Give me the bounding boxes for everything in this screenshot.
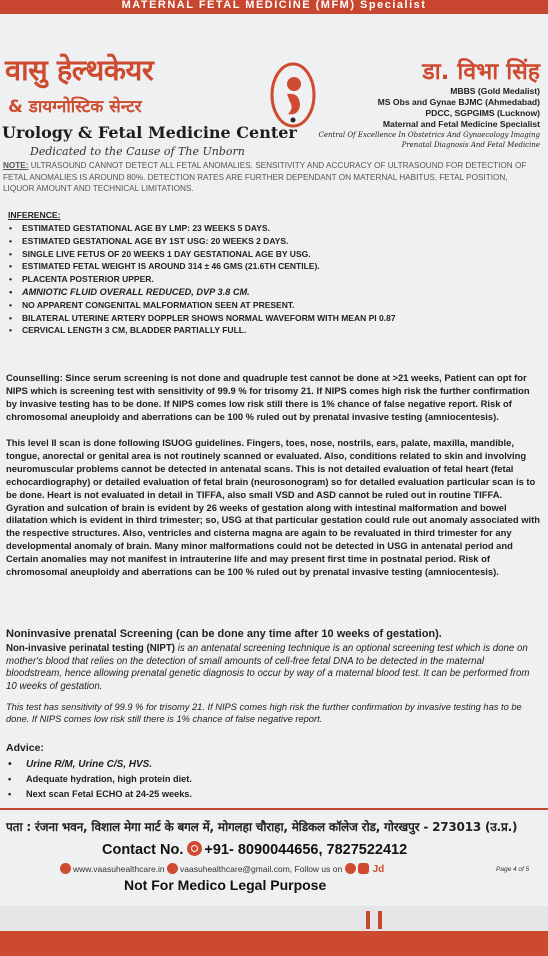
whatsapp-icon — [187, 841, 202, 856]
note-text: ULTRASOUND CANNOT DETECT ALL FETAL ANOMALIES. SENSITIVITY AND ACCURACY OF ULTRASOUND FOR DETECTION OF FETAL ANOMALIES IS AROUND 80%. DETECTION RATES ARE FURTHER DEPENDANT ON MATERNAL HABITUS, FETAL POSITION, LIQUOR AMOUNT AND TECHNICAL LIMITATIONS. — [3, 161, 527, 193]
brand-name-english: Urology & Fetal Medicine Center — [2, 123, 297, 142]
level2-scan-paragraph: This level II scan is done following ISUOG guidelines. Fingers, toes, nose, nostrils, ears, palate, maxilla, mandible, tongue, anorectal or genital area is not routinely scanned or evaluated. Also, conditions related to skin and involving neuromuscular problems cannot be detected in antenatal scans. This is not detailed evaluation of fetal heart (fetal echocardiography) or detailed evaluation of fetal brain (neurosonogram) so for detailed evaluation particular scan is to be done. Heart is not evaluated in detail in TIFFA, also small VSD and ASD cannot be ruled out in routine TIFFA. Gyration and sulcation of brain is evident by 26 weeks of gestation along with intestinal malformation and bowel dilatation which is evident in third trimester; so, USG at that particular gestation could rule out anomaly associated with the respective structures. Also, ventricles and cisterna magna are again to be revaluated in third trimester for any developmental anomaly of brain. Many minor malformations could not be detected in USG in antenatal period and Certain anomalies may not manifest in intrauterine life and may present first time in postnatal period. Risk of chromosomal aneuploidy and aberrations can be 100 % ruled out by prenatal invasive testing (amniocentesis). — [6, 437, 540, 578]
inference-item: • ESTIMATED FETAL WEIGHT IS AROUND 314 ± 46 GMS (21.6TH CENTILE). — [8, 260, 538, 273]
counselling-paragraph: Counselling: Since serum screening is not done and quadruple test cannot be done at >21 weeks, Patient can opt for NIPS which is screening test with sensitivity of 99.9 % for trisomy 21. If NIPS comes high risk the further confirmation by invasive testing has to be done. If NIPS comes low risk still there is 1% chance of false negative report. Risk of chromosomal aneuploidy and aberrations can be 100 % ruled out by prenatal invasive testing (amniocentesis). — [6, 372, 530, 422]
top-banner: MATERNAL FETAL MEDICINE (MFM) Specialist — [0, 0, 548, 14]
doctor-name: डा. विभा सिंह — [422, 59, 540, 85]
nipt-description — [6, 643, 542, 693]
qualification-line: MBBS (Gold Medalist) — [450, 86, 540, 96]
doctor-qualifications — [319, 86, 540, 150]
bottom-mark — [366, 911, 370, 929]
legal-disclaimer: Not For Medico Legal Purpose — [124, 877, 327, 893]
qualification-line: Prenatal Diagnosis And Fetal Medicine — [401, 141, 540, 149]
advice-item: • Adequate hydration, high protein diet. — [8, 772, 192, 787]
website-link[interactable]: www.vaasuhealthcare.in — [73, 864, 165, 874]
inference-item: • PLACENTA POSTERIOR UPPER. — [8, 273, 538, 286]
nipt-sensitivity: This test has sensitivity of 99.9 % for trisomy 21. If NIPS comes high risk the further confirmation by invasive testing has to be done. If NIPS comes low risk still there is 1% chance of false negative report. — [6, 702, 522, 725]
contact-line — [102, 841, 407, 858]
email-icon — [167, 863, 178, 874]
ultrasound-note — [3, 160, 538, 195]
justdial-icon[interactable]: Jd — [372, 864, 385, 875]
inference-list — [8, 222, 538, 337]
qualification-line: MS Obs and Gynae BJMC (Ahmedabad) — [377, 97, 540, 107]
advice-list — [8, 757, 192, 802]
advice-heading: Advice: — [6, 742, 44, 754]
clinic-logo-icon — [270, 62, 316, 128]
brand-subtitle-hindi: & डायग्नोस्टिक सेन्टर — [8, 97, 142, 117]
inference-item: • AMNIOTIC FLUID OVERALL REDUCED, DVP 3.8 CM. — [8, 286, 538, 299]
nipt-lead: Non-invasive perinatal testing (NIPT) — [6, 643, 176, 654]
inference-item: • BILATERAL UTERINE ARTERY DOPPLER SHOWS NORMAL WAVEFORM WITH MEAN PI 0.87 — [8, 312, 538, 325]
nipt-title: Noninvasive prenatal Screening (can be done any time after 10 weeks of gestation). — [6, 628, 442, 640]
brand-tagline: Dedicated to the Cause of The Unborn — [30, 145, 245, 158]
inference-item: • SINGLE LIVE FETUS OF 20 WEEKS 1 DAY GESTATIONAL AGE BY USG. — [8, 248, 538, 261]
page-number: Page 4 of 5 — [496, 866, 530, 873]
web-links — [60, 863, 384, 875]
contact-label: Contact No. — [102, 842, 184, 858]
bottom-mark — [378, 911, 382, 929]
qualification-line: Maternal and Fetal Medicine Specialist — [382, 119, 540, 129]
nipt-body-text: is an antenatal screening technique is an optional screening test which is done on mother's blood that relies on the detection of small amounts of cell-free fetal DNA to be detected in the maternal bloodstream, hence allowing prenatal genetic diagnosis to occur by way of a maternal blood test. It can be performed from 10 weeks of gestation. — [6, 643, 530, 692]
bottom-band — [0, 931, 548, 956]
clinic-address: पता : रंजना भवन, विशाल मेगा मार्ट के बगल में, मोगलहा चौराहा, मेडिकल कॉलेज रोड, गोरखपुर - 273013 (उ.प्र.) — [6, 820, 518, 834]
inference-item: • ESTIMATED GESTATIONAL AGE BY 1ST USG: 20 WEEKS 2 DAYS. — [8, 235, 538, 248]
inference-item: • ESTIMATED GESTATIONAL AGE BY LMP: 23 WEEKS 5 DAYS. — [8, 222, 538, 235]
page-bottom-margin — [0, 906, 548, 931]
advice-item: • Next scan Fetal ECHO at 24-25 weeks. — [8, 787, 192, 802]
note-label: NOTE: — [3, 161, 29, 170]
globe-icon — [60, 863, 71, 874]
email-link[interactable]: vaasuhealthcare@gmail.com, Follow us on — [180, 864, 343, 874]
facebook-icon[interactable] — [345, 863, 356, 874]
qualification-line: PDCC, SGPGIMS (Lucknow) — [425, 108, 540, 118]
advice-item: • Urine R/M, Urine C/S, HVS. — [8, 757, 192, 772]
inference-heading: INFERENCE: — [8, 210, 61, 220]
instagram-icon[interactable] — [358, 863, 369, 874]
qualification-line: Central Of Excellence In Obstetrics And Gynaecology Imaging — [318, 131, 540, 139]
contact-numbers[interactable]: +91- 8090044656, 7827522412 — [204, 842, 408, 858]
inference-item: • CERVICAL LENGTH 3 CM, BLADDER PARTIALLY FULL. — [8, 324, 538, 337]
brand-name-hindi: वासु हेल्थकेयर — [5, 53, 154, 87]
inference-item: • NO APPARENT CONGENITAL MALFORMATION SEEN AT PRESENT. — [8, 299, 538, 312]
footer-divider — [0, 808, 548, 810]
